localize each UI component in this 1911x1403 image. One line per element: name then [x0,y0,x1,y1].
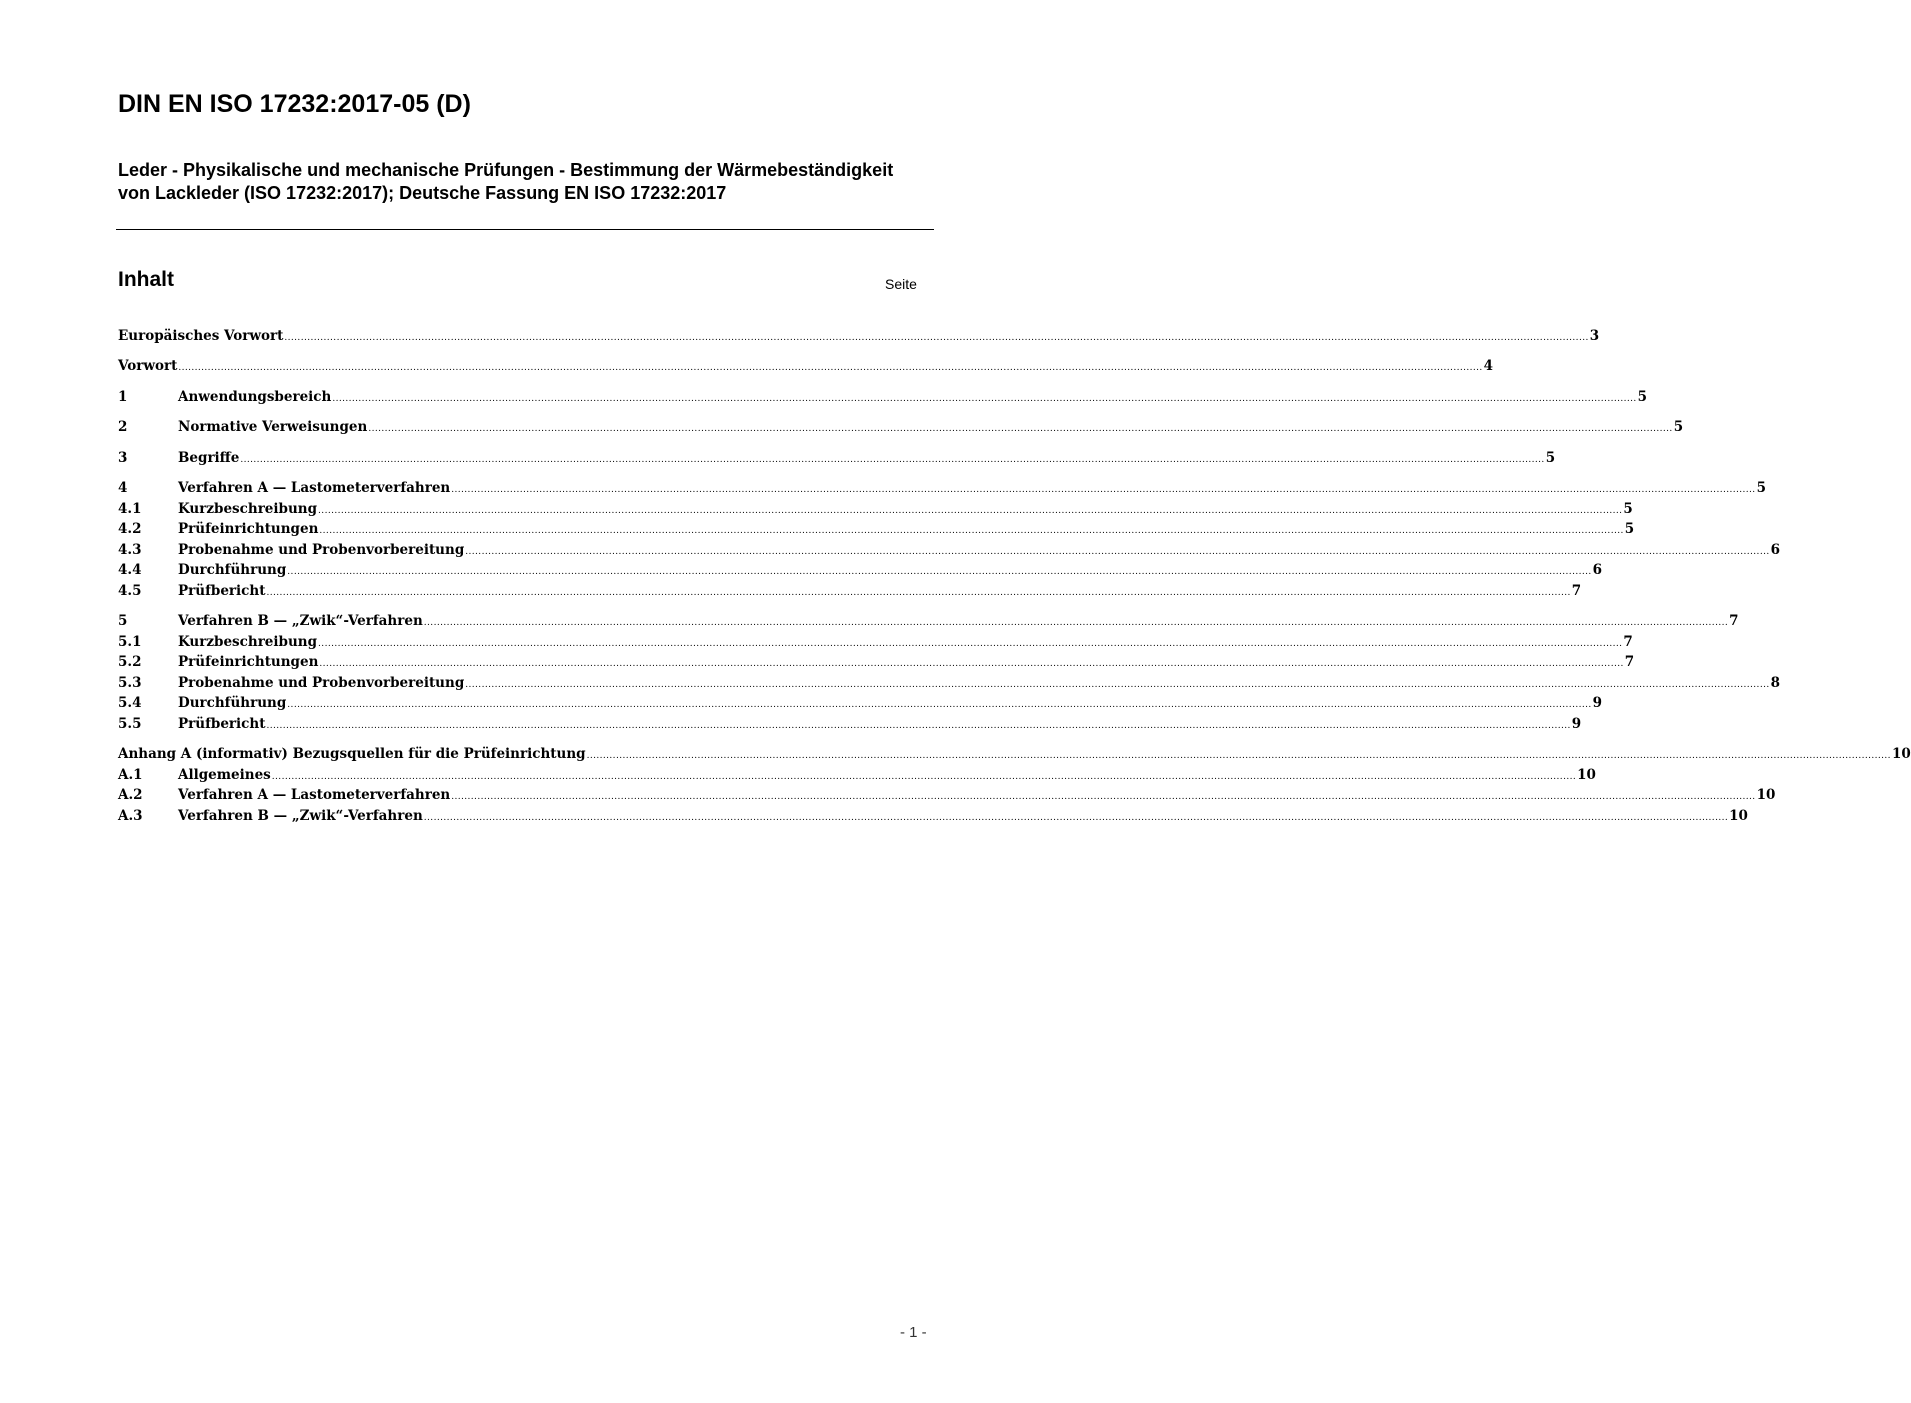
toc-dot-leader: ................................................................................................................................................................................................................................................................................................................................................................................................................ [451,485,1756,495]
page-number: - 1 - [900,1324,927,1341]
toc-entry-page: 9 [1571,716,1582,732]
toc-entry-page: 7 [1729,613,1739,629]
toc-entry-title: Begriffe [178,450,240,466]
toc-entry-number: 3 [118,450,128,466]
toc-dot-leader: ................................................................................................................................................................................................................................................................................................................................................................................................................ [287,700,1592,710]
toc-dot-leader: ................................................................................................................................................................................................................................................................................................................................................................................................................ [451,792,1756,802]
toc-entry-page: 8 [1770,675,1781,691]
toc-dot-leader: ................................................................................................................................................................................................................................................................................................................................................................................................................ [266,721,1571,731]
toc-entry[interactable] [118,714,1582,734]
toc-entry[interactable] [118,673,1781,693]
toc-entry-title: Vorwort [118,358,178,374]
toc-entry-number: 4.3 [118,542,142,558]
toc-entry-title: Normative Verweisungen [178,419,368,435]
toc-entry-number: A.1 [118,767,143,783]
toc-dot-leader: ................................................................................................................................................................................................................................................................................................................................................................................................................ [284,333,1589,343]
toc-entry-number: 5.2 [118,654,142,670]
toc-entry[interactable] [118,765,1596,785]
toc-entry-title: Anhang A (informativ) Bezugsquellen für die Prüfeinrichtung [118,746,586,762]
toc-page-column-label: Seite [885,276,917,292]
toc-entry-title: Anwendungsbereich [178,389,332,405]
toc-dot-leader: ................................................................................................................................................................................................................................................................................................................................................................................................................ [266,588,1571,598]
toc-entry-number: 2 [118,419,128,435]
toc-entry[interactable] [118,693,1603,713]
toc-entry-page: 5 [1545,450,1556,466]
toc-entry-page: 6 [1770,542,1781,558]
toc-dot-leader: ................................................................................................................................................................................................................................................................................................................................................................................................................ [332,394,1637,404]
toc-dot-leader: ................................................................................................................................................................................................................................................................................................................................................................................................................ [287,567,1592,577]
toc-entry-title: Durchführung [178,695,287,711]
toc-entry-page: 7 [1571,583,1582,599]
toc-entry[interactable] [118,785,1776,805]
toc-entry-page: 10 [1756,787,1776,803]
toc-dot-leader: ................................................................................................................................................................................................................................................................................................................................................................................................................ [240,455,1545,465]
toc-entry-title: Durchführung [178,562,287,578]
toc-dot-leader: ................................................................................................................................................................................................................................................................................................................................................................................................................ [319,659,1624,669]
toc-entry-number: 5.3 [118,675,142,691]
toc-entry-title: Prüfbericht [178,716,266,732]
toc-entry-page: 5 [1624,521,1635,537]
toc-dot-leader: ................................................................................................................................................................................................................................................................................................................................................................................................................ [465,547,1770,557]
toc-entry[interactable] [118,326,1600,346]
toc-entry-page: 10 [1891,746,1911,762]
toc-entry[interactable] [118,519,1635,539]
document-title: DIN EN ISO 17232:2017-05 (D) [118,90,471,118]
document-subtitle: Leder - Physikalische und mechanische Prüfungen - Bestimmung der Wärmebeständigkeit von Lackleder (ISO 17232:2017); Deutsche Fassung EN ISO 17232:2017 [118,160,894,203]
toc-entry[interactable] [118,540,1781,560]
toc-entry-number: 4.2 [118,521,142,537]
toc-entry-title: Verfahren A — Lastometerverfahren [178,480,451,496]
toc-entry-number: 5.4 [118,695,142,711]
toc-entry-page: 9 [1592,695,1603,711]
toc-dot-leader: ................................................................................................................................................................................................................................................................................................................................................................................................................ [423,813,1729,823]
toc-entry[interactable] [118,356,1494,376]
toc-entry-page: 7 [1624,654,1635,670]
toc-entry-title: Allgemeines [178,767,271,783]
toc-entry[interactable] [118,478,1766,498]
toc-entry-number: 4.4 [118,562,142,578]
toc-entry[interactable] [118,744,1911,764]
toc-entry[interactable] [118,806,1748,826]
toc-entry-page: 5 [1637,389,1648,405]
toc-entry-page: 5 [1623,501,1633,517]
toc-entry-page: 10 [1729,808,1748,824]
toc-dot-leader: ................................................................................................................................................................................................................................................................................................................................................................................................................ [586,751,1891,761]
toc-entry-page: 7 [1623,634,1633,650]
toc-entry-title: Kurzbeschreibung [178,501,318,517]
toc-dot-leader: ................................................................................................................................................................................................................................................................................................................................................................................................................ [319,526,1624,536]
toc-entry-title: Prüfeinrichtungen [178,521,319,537]
toc-entry-title: Probenahme und Probenvorbereitung [178,542,465,558]
toc-entry-page: 6 [1592,562,1603,578]
toc-entry[interactable] [118,611,1739,631]
toc-entry-title: Prüfbericht [178,583,266,599]
toc-entry-title: Prüfeinrichtungen [178,654,319,670]
toc-entry-number: 5.1 [118,634,142,650]
toc-entry-number: 1 [118,389,128,405]
toc-entry-page: 5 [1673,419,1684,435]
toc-entry-title: Kurzbeschreibung [178,634,318,650]
toc-entry-number: 4.5 [118,583,142,599]
toc-entry[interactable] [118,632,1633,652]
toc-dot-leader: ................................................................................................................................................................................................................................................................................................................................................................................................................ [271,772,1577,782]
toc-entry[interactable] [118,387,1648,407]
toc-entry[interactable] [118,499,1633,519]
toc-entry-title: Europäisches Vorwort [118,328,284,344]
toc-entry-number: 4 [118,480,128,496]
table-of-contents [118,0,1911,900]
toc-entry-number: 4.1 [118,501,142,517]
toc-dot-leader: ................................................................................................................................................................................................................................................................................................................................................................................................................ [178,363,1483,373]
toc-dot-leader: ................................................................................................................................................................................................................................................................................................................................................................................................................ [465,680,1770,690]
toc-entry[interactable] [118,652,1635,672]
toc-dot-leader: ................................................................................................................................................................................................................................................................................................................................................................................................................ [318,639,1623,649]
toc-entry[interactable] [118,581,1582,601]
toc-entry-page: 10 [1577,767,1596,783]
toc-dot-leader: ................................................................................................................................................................................................................................................................................................................................................................................................................ [318,506,1623,516]
toc-entry-title: Verfahren A — Lastometerverfahren [178,787,451,803]
toc-entry-number: 5.5 [118,716,142,732]
toc-entry-number: A.2 [118,787,143,803]
toc-dot-leader: ................................................................................................................................................................................................................................................................................................................................................................................................................ [368,424,1673,434]
toc-dot-leader: ................................................................................................................................................................................................................................................................................................................................................................................................................ [423,618,1729,628]
toc-entry-number: 5 [118,613,128,629]
toc-entry-number: A.3 [118,808,143,824]
toc-entry-page: 5 [1756,480,1766,496]
toc-entry-title: Verfahren B — „Zwik“-Verfahren [178,808,423,824]
toc-entry[interactable] [118,560,1603,580]
toc-entry[interactable] [118,448,1556,468]
toc-entry[interactable] [118,417,1684,437]
toc-entry-page: 4 [1483,358,1494,374]
toc-entry-page: 3 [1589,328,1600,344]
toc-entry-title: Verfahren B — „Zwik“-Verfahren [178,613,423,629]
toc-heading: Inhalt [118,268,174,291]
toc-entry-title: Probenahme und Probenvorbereitung [178,675,465,691]
